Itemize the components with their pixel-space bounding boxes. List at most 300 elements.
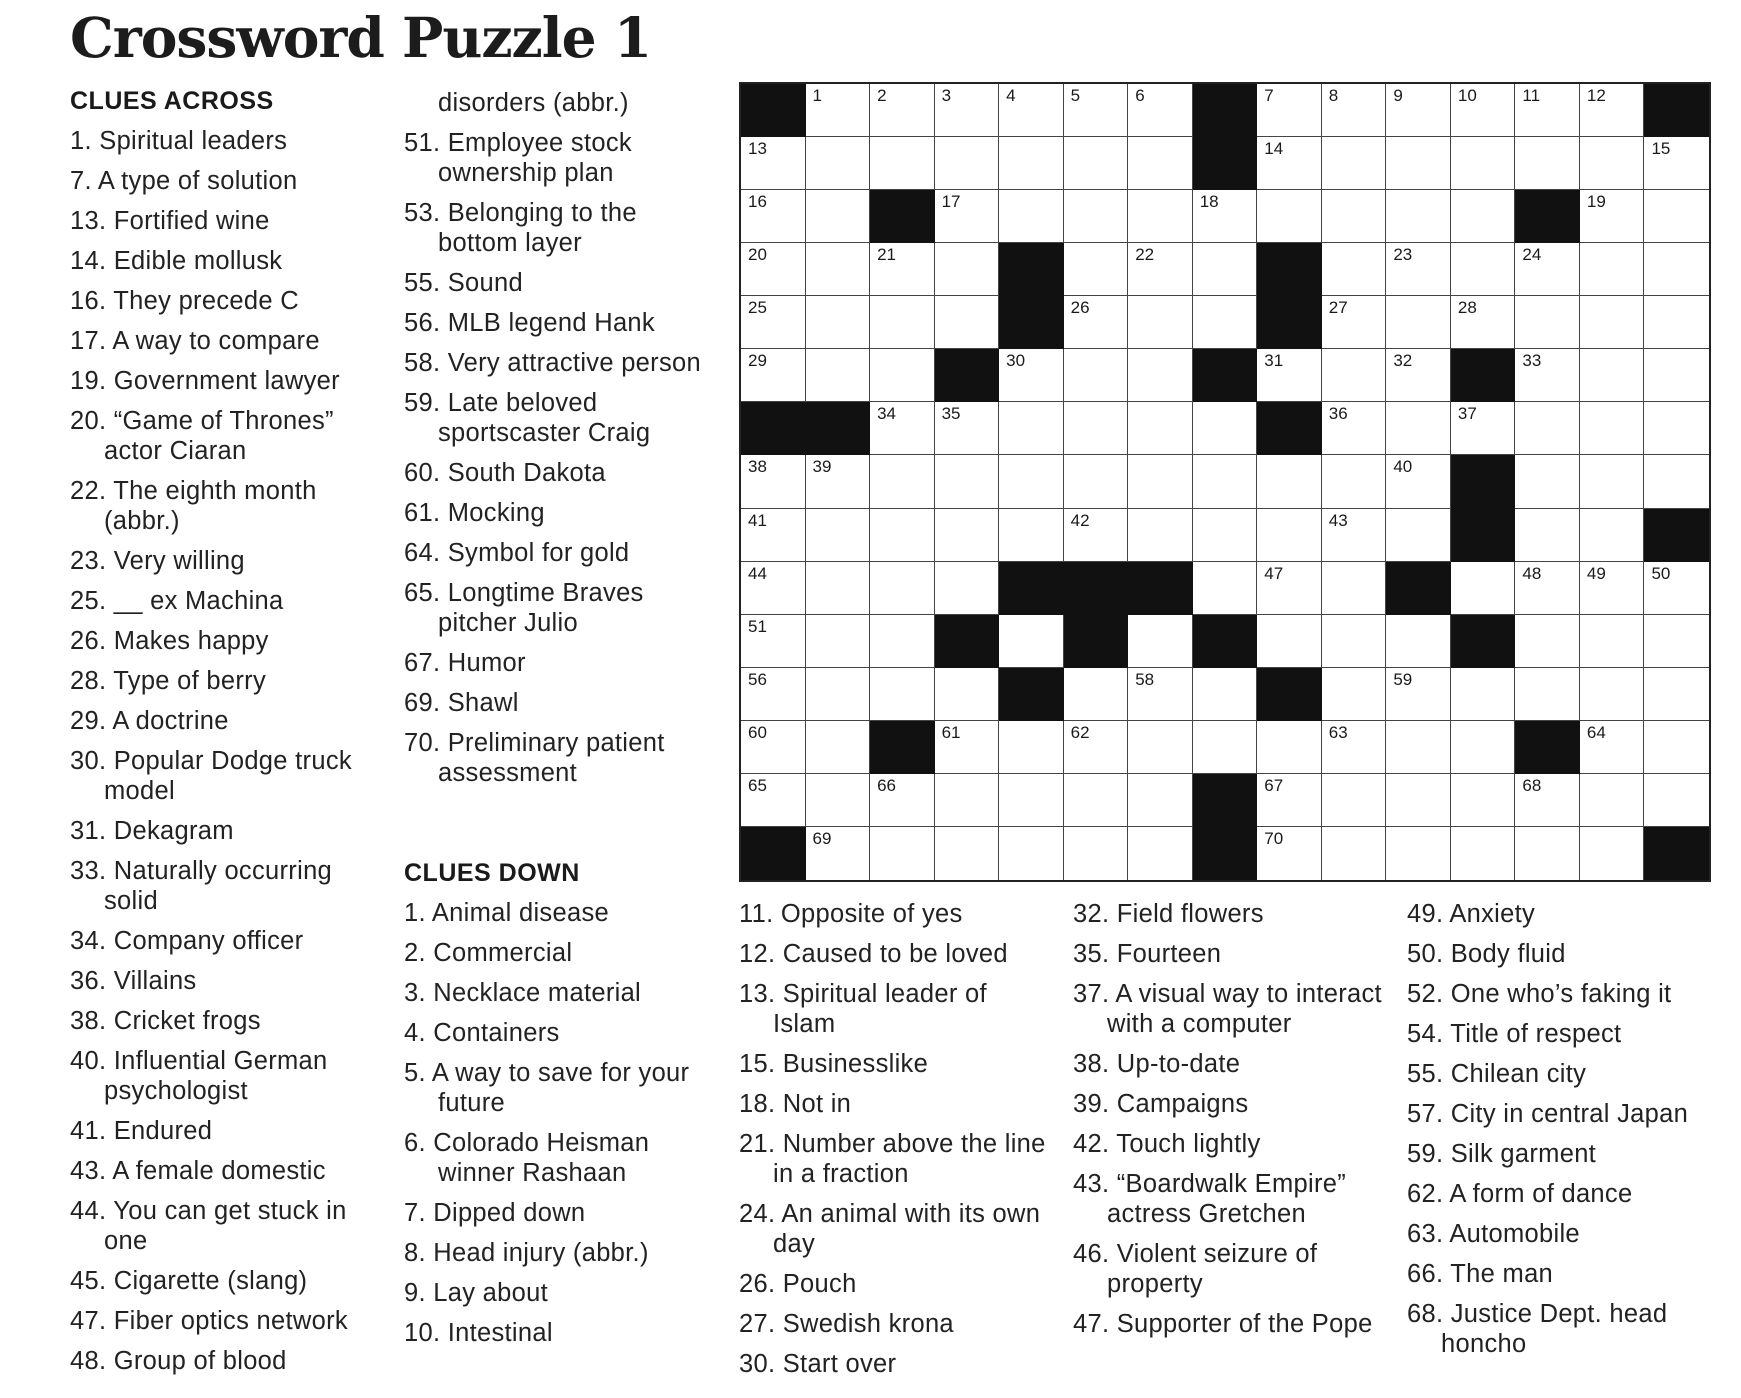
grid-cell[interactable] [870,774,935,827]
grid-cell[interactable] [741,721,806,774]
grid-cell[interactable] [1128,84,1193,137]
clue-number: 36. [70,967,107,995]
cell-number: 13 [748,139,767,159]
grid-cell[interactable] [1128,296,1193,349]
grid-cell[interactable] [870,402,935,455]
grid-cell[interactable] [935,190,1000,243]
clue-number: 16. [70,287,107,315]
grid-cell[interactable] [870,296,935,349]
grid-cell[interactable] [1257,721,1322,774]
grid-cell[interactable] [1451,190,1516,243]
grid-cell[interactable] [1386,296,1451,349]
clue-text: An animal with its own day [773,1200,1041,1258]
grid-cell[interactable] [1064,296,1129,349]
grid-cell[interactable] [1257,615,1322,668]
cell-number: 68 [1522,775,1542,795]
grid-cell[interactable] [1644,349,1709,402]
grid-cell[interactable] [1257,190,1322,243]
grid-cell[interactable] [870,137,935,190]
grid-cell[interactable] [935,402,1000,455]
black-square [1257,402,1322,455]
grid-cell[interactable] [1064,243,1129,296]
clue-number: 54. [1407,1020,1444,1048]
grid-cell[interactable] [806,721,871,774]
clue-text: Chilean city [1450,1060,1587,1088]
grid-cell[interactable] [1257,84,1322,137]
clue-text: Makes happy [113,627,269,655]
clue-number: 47. [70,1307,107,1335]
clue-number: 42. [1073,1130,1110,1158]
grid-cell[interactable] [1580,137,1645,190]
grid-cell[interactable] [1515,455,1580,508]
grid-cell[interactable] [1322,137,1387,190]
grid-cell[interactable] [741,349,806,402]
grid-cell[interactable] [935,137,1000,190]
grid-cell[interactable] [1064,349,1129,402]
grid-cell[interactable] [999,349,1064,402]
clue-text: Fourteen [1116,940,1222,968]
grid-cell[interactable] [806,349,871,402]
cell-number: 22 [1135,245,1155,265]
grid-cell[interactable] [806,243,871,296]
clue-number: 38. [70,1007,107,1035]
grid-cell[interactable] [1451,243,1516,296]
clue-text: Villains [113,967,197,995]
grid-cell[interactable] [1128,243,1193,296]
grid-cell[interactable] [1128,668,1193,721]
grid-cell[interactable] [935,668,1000,721]
clue-text: Preliminary patient assessment [438,729,665,787]
grid-cell[interactable] [1580,827,1645,880]
grid-cell[interactable] [1515,509,1580,562]
grid-cell[interactable] [1193,402,1258,455]
grid-cell[interactable] [1064,827,1129,880]
clue-number: 59. [404,389,441,417]
black-square [741,402,806,455]
grid-cell[interactable] [1644,615,1709,668]
black-square [1128,562,1193,615]
black-square [1193,615,1258,668]
cell-number: 25 [748,298,767,318]
cell-number: 70 [1264,828,1284,848]
grid-cell[interactable] [1128,402,1193,455]
clue-number: 65. [404,579,441,607]
grid-cell[interactable] [870,509,935,562]
clue-text: Cigarette (slang) [113,1267,308,1295]
grid-cell[interactable] [1515,615,1580,668]
clue-number: 18. [739,1090,776,1118]
clue-text: Longtime Braves pitcher Julio [438,579,644,637]
grid-cell[interactable] [870,615,935,668]
grid-cell[interactable] [1580,84,1645,137]
clue-text: Up-to-date [1116,1050,1241,1078]
clues-down-column-5 [1407,899,1727,1369]
grid-cell[interactable] [1064,509,1129,562]
clue-item [404,128,704,188]
grid-cell[interactable] [1257,349,1322,402]
clue-number: 30. [70,747,107,775]
grid-cell[interactable] [1451,84,1516,137]
grid-cell[interactable] [741,296,806,349]
grid-cell[interactable] [1644,243,1709,296]
grid-cell[interactable] [935,721,1000,774]
grid-cell[interactable] [999,721,1064,774]
grid-cell[interactable] [935,774,1000,827]
grid-cell[interactable] [1386,190,1451,243]
grid-cell[interactable] [806,455,871,508]
black-square [1257,668,1322,721]
grid-cell[interactable] [935,296,1000,349]
grid-cell[interactable] [1515,349,1580,402]
grid-cell[interactable] [935,84,1000,137]
grid-cell[interactable] [1064,190,1129,243]
clue-item [1407,1219,1727,1249]
grid-cell[interactable] [741,243,806,296]
grid-cell[interactable] [1193,562,1258,615]
grid-cell[interactable] [1386,455,1451,508]
grid-cell[interactable] [1644,137,1709,190]
grid-cell[interactable] [870,243,935,296]
grid-cell[interactable] [999,615,1064,668]
cell-number: 12 [1586,86,1606,105]
grid-cell[interactable] [1580,668,1645,721]
grid-cell[interactable] [1580,455,1645,508]
clue-item [404,688,704,718]
grid-cell[interactable] [1064,668,1129,721]
grid-cell[interactable] [1257,774,1322,827]
grid-cell[interactable] [1322,349,1387,402]
grid-cell[interactable] [1322,721,1387,774]
grid-cell[interactable] [1322,402,1387,455]
grid-cell[interactable] [870,668,935,721]
grid-cell[interactable] [1580,243,1645,296]
clue-number: 7. [404,1199,426,1227]
grid-cell[interactable] [806,137,871,190]
clues-column-2 [404,88,704,1358]
grid-cell[interactable] [1644,455,1709,508]
grid-cell[interactable] [741,562,806,615]
grid-cell[interactable] [1386,84,1451,137]
clue-number: 3. [404,979,426,1007]
grid-cell[interactable] [999,509,1064,562]
grid-cell[interactable] [1451,721,1516,774]
black-square [1257,243,1322,296]
grid-cell[interactable] [1386,721,1451,774]
grid-cell[interactable] [806,190,871,243]
cell-number: 24 [1522,245,1542,265]
grid-cell[interactable] [1128,827,1193,880]
clue-item [70,476,370,536]
grid-cell[interactable] [935,509,1000,562]
clue-item [739,1309,1049,1339]
grid-cell[interactable] [806,296,871,349]
grid-cell[interactable] [1322,243,1387,296]
clue-text: Very attractive person [447,349,701,377]
grid-cell[interactable] [1322,774,1387,827]
grid-cell[interactable] [806,615,871,668]
clue-text: Humor [447,649,526,677]
grid-cell[interactable] [1193,668,1258,721]
grid-cell[interactable] [1451,774,1516,827]
grid-cell[interactable] [1322,615,1387,668]
grid-cell[interactable] [741,509,806,562]
grid-cell[interactable] [1580,509,1645,562]
grid-cell[interactable] [1580,774,1645,827]
clue-text: Number above the line in a fraction [773,1130,1046,1188]
grid-cell[interactable] [999,84,1064,137]
grid-cell[interactable] [999,137,1064,190]
grid-cell[interactable] [1644,721,1709,774]
grid-cell[interactable] [1386,774,1451,827]
grid-cell[interactable] [1128,615,1193,668]
clue-number: 6. [404,1129,426,1157]
grid-cell[interactable] [1580,562,1645,615]
cell-number: 17 [941,192,961,212]
clue-item [404,458,704,488]
grid-cell[interactable] [1193,509,1258,562]
clue-item [70,586,370,616]
grid-cell[interactable] [1257,455,1322,508]
cell-number: 38 [748,457,767,477]
clue-text: Group of blood [113,1347,287,1375]
clue-item [70,1006,370,1036]
grid-cell[interactable] [1128,455,1193,508]
grid-cell[interactable] [1322,455,1387,508]
clue-number: 1. [404,899,426,927]
cell-number: 7 [1264,86,1274,105]
grid-cell[interactable] [1128,774,1193,827]
clue-item [1073,979,1383,1039]
clue-text: Supporter of the Pope [1116,1310,1373,1338]
grid-cell[interactable] [1515,402,1580,455]
clue-text: Influential German psychologist [104,1047,328,1105]
grid-cell[interactable] [806,668,871,721]
clue-item [70,856,370,916]
grid-cell[interactable] [806,509,871,562]
black-square [1193,349,1258,402]
clue-number: 5. [404,1059,426,1087]
grid-cell[interactable] [1644,774,1709,827]
grid-cell[interactable] [1322,296,1387,349]
grid-cell[interactable] [1580,402,1645,455]
grid-cell[interactable] [870,455,935,508]
grid-cell[interactable] [1064,402,1129,455]
grid-cell[interactable] [1580,296,1645,349]
clue-number: 20. [70,407,107,435]
clue-text: The man [1450,1260,1554,1288]
clue-number: 19. [70,367,107,395]
grid-cell[interactable] [1193,296,1258,349]
cell-number: 6 [1135,86,1145,105]
grid-cell[interactable] [1193,243,1258,296]
grid-cell[interactable] [741,190,806,243]
clue-item [404,498,704,528]
clue-number: 45. [70,1267,107,1295]
grid-cell[interactable] [1128,509,1193,562]
grid-cell[interactable] [1386,509,1451,562]
grid-cell[interactable] [1064,137,1129,190]
cell-number: 9 [1393,86,1403,105]
grid-cell[interactable] [1257,562,1322,615]
grid-cell[interactable] [1386,615,1451,668]
grid-cell[interactable] [1128,190,1193,243]
grid-cell[interactable] [741,668,806,721]
grid-cell[interactable] [741,774,806,827]
grid-cell[interactable] [1128,721,1193,774]
grid-cell[interactable] [1644,562,1709,615]
cell-number: 50 [1651,563,1671,583]
cell-number: 39 [812,457,832,477]
grid-cell[interactable] [999,774,1064,827]
clue-item [739,1089,1049,1119]
cell-number: 51 [748,616,767,636]
grid-cell[interactable] [741,455,806,508]
grid-cell[interactable] [870,84,935,137]
black-square [999,243,1064,296]
grid-cell[interactable] [1580,615,1645,668]
clue-item [70,966,370,996]
grid-cell[interactable] [1451,296,1516,349]
grid-cell[interactable] [1515,668,1580,721]
grid-cell[interactable] [806,774,871,827]
clue-number: 52. [1407,980,1444,1008]
grid-cell[interactable] [870,562,935,615]
clue-text: Justice Dept. head honcho [1441,1300,1668,1358]
clue-number: 43. [1073,1170,1110,1198]
grid-cell[interactable] [1386,827,1451,880]
clue-text: Head injury (abbr.) [433,1239,649,1267]
grid-cell[interactable] [1386,243,1451,296]
clue-text: Fiber optics network [113,1307,348,1335]
grid-cell[interactable] [1193,190,1258,243]
grid-cell[interactable] [1257,827,1322,880]
clue-item [1073,1309,1383,1339]
grid-cell[interactable] [935,455,1000,508]
grid-cell[interactable] [999,402,1064,455]
grid-cell[interactable] [1193,455,1258,508]
clue-number: 7. [70,167,92,195]
grid-cell[interactable] [1515,774,1580,827]
grid-cell[interactable] [1451,137,1516,190]
grid-cell[interactable] [1386,137,1451,190]
grid-cell[interactable] [1580,190,1645,243]
grid-cell[interactable] [1451,402,1516,455]
clue-number: 50. [1407,940,1444,968]
grid-cell[interactable] [935,562,1000,615]
clue-number: 67. [404,649,441,677]
grid-cell[interactable] [1322,84,1387,137]
clue-number: 2. [404,939,426,967]
grid-cell[interactable] [1580,721,1645,774]
grid-cell[interactable] [1128,137,1193,190]
grid-cell[interactable] [1515,296,1580,349]
grid-cell[interactable] [1644,668,1709,721]
grid-cell[interactable] [1386,668,1451,721]
grid-cell[interactable] [1515,827,1580,880]
grid-cell[interactable] [741,615,806,668]
grid-cell[interactable] [1515,243,1580,296]
grid-cell[interactable] [1064,774,1129,827]
grid-cell[interactable] [1322,668,1387,721]
grid-cell[interactable] [1128,349,1193,402]
clue-item [404,1018,704,1048]
clue-item [70,1306,370,1336]
grid-cell[interactable] [999,827,1064,880]
grid-cell[interactable] [870,349,935,402]
grid-cell[interactable] [1451,827,1516,880]
grid-cell[interactable] [1644,402,1709,455]
clue-item [404,268,704,298]
grid-cell[interactable] [1451,562,1516,615]
grid-cell[interactable] [935,243,1000,296]
grid-cell[interactable] [741,137,806,190]
clue-text: Anxiety [1449,900,1536,928]
grid-cell[interactable] [1257,509,1322,562]
cell-number: 2 [877,86,887,105]
black-square [870,190,935,243]
grid-cell[interactable] [1580,349,1645,402]
clue-number: 15. [739,1050,776,1078]
cell-number: 61 [941,722,961,742]
clue-item [1407,1139,1727,1169]
clue-text: They precede C [113,287,299,315]
grid-cell[interactable] [1257,137,1322,190]
grid-cell[interactable] [1451,668,1516,721]
grid-cell[interactable] [806,562,871,615]
clue-text: One who’s faking it [1450,980,1672,1008]
black-square [1386,562,1451,615]
grid-cell[interactable] [1322,509,1387,562]
grid-cell[interactable] [1064,455,1129,508]
grid-cell[interactable] [1644,296,1709,349]
grid-cell[interactable] [1644,190,1709,243]
clue-number: 1. [70,127,92,155]
grid-cell[interactable] [806,827,871,880]
grid-cell[interactable] [1386,349,1451,402]
grid-cell[interactable] [1515,562,1580,615]
grid-cell[interactable] [1386,402,1451,455]
clue-item [739,939,1049,969]
grid-cell[interactable] [1515,84,1580,137]
grid-cell[interactable] [870,827,935,880]
cell-number: 41 [748,510,767,530]
grid-cell[interactable] [1515,137,1580,190]
clue-text: A way to compare [112,327,320,355]
clue-text: Cricket frogs [113,1007,261,1035]
black-square [935,349,1000,402]
grid-cell[interactable] [806,84,871,137]
clue-text: You can get stuck in one [104,1197,347,1255]
grid-cell[interactable] [1193,721,1258,774]
clue-number: 17. [70,327,107,355]
clue-item [404,728,704,788]
clue-number: 11. [739,900,774,928]
clue-number: 34. [70,927,107,955]
grid-cell[interactable] [999,455,1064,508]
grid-cell[interactable] [1322,827,1387,880]
grid-cell[interactable] [1064,721,1129,774]
clue-number: 35. [1073,940,1110,968]
clue-number: 68. [1407,1300,1444,1328]
grid-cell[interactable] [1064,84,1129,137]
cell-number: 62 [1070,722,1090,742]
cell-number: 31 [1264,351,1284,371]
clue-item [739,1049,1049,1079]
grid-cell[interactable] [999,190,1064,243]
grid-cell[interactable] [1322,562,1387,615]
grid-cell[interactable] [1322,190,1387,243]
grid-cell[interactable] [935,827,1000,880]
